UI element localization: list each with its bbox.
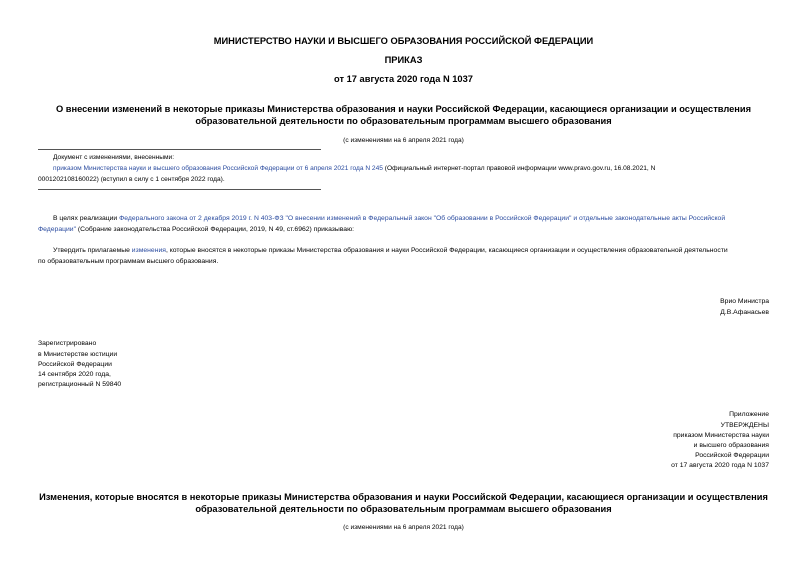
appendix-line5: Российской Федерации [695, 452, 769, 459]
signatory-name: Д.В.Афанасьев [720, 309, 769, 316]
changes-top-divider [38, 149, 321, 150]
registration-line4: 14 сентября 2020 года, [38, 371, 111, 378]
appendix-line2: УТВЕРЖДЕНЫ [720, 422, 769, 429]
registration-line3: Российской Федерации [38, 361, 112, 368]
document-title-line1: О внесении изменений в некоторые приказы Министерства образования и науки Российской Федерации, касающиеся организации и осуществления [55, 104, 752, 114]
document-date: от 17 августа 2020 года N 1037 [334, 74, 473, 84]
document-title-line2: образовательной деятельности по образовательным программам высшего образования [195, 116, 612, 126]
changes-rest: (Официальный интернет-портал правовой информации www.pravo.gov.ru, 16.08.2021, N [382, 165, 656, 172]
para1-suffix: (Собрание законодательства Российской Федерации, 2019, N 49, ст.6962) приказываю: [76, 226, 355, 233]
document-type: ПРИКАЗ [384, 55, 423, 65]
changes-link[interactable]: изменения [131, 247, 166, 254]
changes-line1 [53, 163, 769, 174]
changes-bottom-divider [38, 189, 321, 190]
appendix-line6: от 17 августа 2020 года N 1037 [671, 462, 769, 469]
revision-note: (с изменениями на 6 апреля 2021 года) [343, 137, 464, 144]
signatory-position: Врио Министра [720, 298, 769, 305]
registration-line2: в Министерстве юстиции [38, 351, 118, 358]
paragraph-2-line1 [53, 245, 728, 256]
federal-law-link-continued[interactable]: Федерации" [38, 226, 77, 233]
paragraph-1-line1 [53, 213, 725, 224]
para1-prefix: В целях реализации [53, 215, 120, 222]
ministry-heading: МИНИСТЕРСТВО НАУКИ И ВЫСШЕГО ОБРАЗОВАНИЯ РОССИЙСКОЙ ФЕДЕРАЦИИ [213, 36, 594, 46]
registration-line5: регистрационный N 59840 [38, 381, 122, 388]
para2-prefix: Утвердить прилагаемые [53, 247, 132, 254]
registration-line1: Зарегистрировано [38, 340, 97, 347]
para2-suffix: , которые вносятся в некоторые приказы Министерства образования и науки Российской Федерации, касающиеся организации и осуществления образовательной деятельности [165, 247, 728, 254]
changes-label: Документ с изменениями, внесенными: [53, 154, 175, 161]
appendix-line4: и высшего образования [693, 442, 769, 449]
changes-title-line1: Изменения, которые вносятся в некоторые приказы Министерства образования и науки Российской Федерации, касающиеся организации и осуществления [39, 492, 768, 502]
appendix-line3: приказом Министерства науки [673, 432, 769, 439]
federal-law-link[interactable]: Федерального закона от 2 декабря 2019 г. N 403-ФЗ "О внесении изменений в Федеральный закон "Об образовании в Российской Федерации" и отдельные законодательные акты Российской [119, 215, 726, 222]
paragraph-1-line2 [38, 224, 354, 235]
changes-line2: 0001202108160022) (вступил в силу с 1 сентября 2022 года). [38, 176, 225, 183]
appendix-line1: Приложение [729, 411, 769, 418]
revision-note-2: (с изменениями на 6 апреля 2021 года) [343, 524, 464, 531]
paragraph-2-line2: по образовательным программам высшего образования. [38, 258, 219, 265]
amending-order-link[interactable]: приказом Министерства науки и высшего образования Российской Федерации от 6 апреля 2021 года N 245 [53, 165, 383, 172]
changes-title-line2: образовательной деятельности по образовательным программам высшего образования [195, 504, 612, 514]
